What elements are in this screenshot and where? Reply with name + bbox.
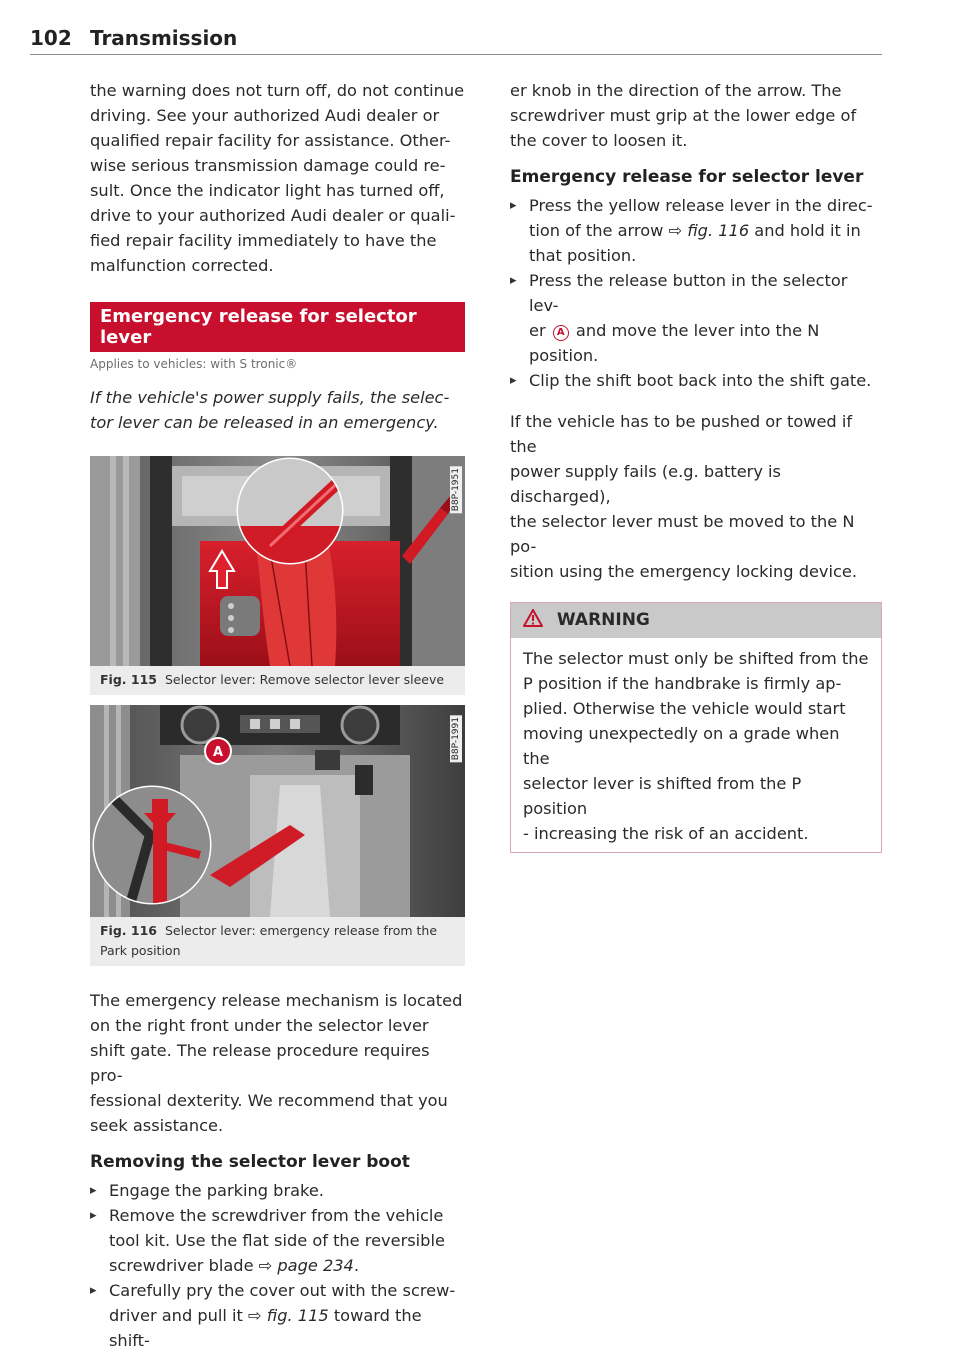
list-item: ▸ Clip the shift boot back into the shift gate.	[510, 368, 882, 393]
text-line: the cover to loosen it.	[510, 131, 688, 150]
right-column	[510, 78, 882, 853]
figure-reference-link[interactable]: ⇨ fig. 116	[668, 221, 750, 240]
text-line: the selector lever must be moved to the N po-	[510, 512, 855, 556]
emergency-release-heading: Emergency release for selector lever	[510, 167, 864, 187]
removing-boot-heading: Removing the selector lever boot	[90, 1152, 410, 1172]
figure-code: B8P-1991	[451, 717, 461, 761]
figure-label: Fig. 116	[100, 923, 157, 938]
text-line: sult. Once the indicator light has turned off,	[90, 181, 445, 200]
text-line: tor lever can be released in an emergency.	[90, 413, 439, 432]
warning-box	[510, 602, 882, 853]
text-line: power supply fails (e.g. battery is discharged),	[510, 462, 781, 506]
figure-115-image	[90, 456, 465, 666]
text-line: er knob in the direction of the arrow. The	[510, 81, 842, 100]
text-line: drive to your authorized Audi dealer or quali-	[90, 206, 456, 225]
text-line: wise serious transmission damage could re-	[90, 156, 446, 175]
page-reference-link[interactable]: ⇨ page 234	[258, 1256, 354, 1275]
text-line: shift gate. The release procedure requires pro-	[90, 1041, 430, 1085]
selector-boot-illustration	[90, 456, 465, 666]
text-line: on the right front under the selector lever	[90, 1016, 429, 1035]
body-paragraph	[90, 988, 465, 1138]
figure-reference-link[interactable]: ⇨ fig. 115	[248, 1306, 329, 1325]
release-steps-list	[510, 193, 882, 393]
lead-paragraph	[90, 385, 465, 435]
intro-paragraph	[90, 78, 465, 278]
section-banner: Emergency release for selector lever	[90, 302, 465, 352]
figure-116-image	[90, 705, 465, 917]
towing-paragraph	[510, 409, 882, 584]
text-line: driving. See your authorized Audi dealer or	[90, 106, 440, 125]
list-item: ▸ Engage the parking brake.	[90, 1178, 465, 1203]
applies-to-note: Applies to vehicles: with S tronic®	[90, 357, 298, 371]
list-item: ▸ Carefully pry the cover out with the screw- driver and pull it ⇨ fig. 115 toward the shift-	[90, 1278, 465, 1353]
text-line: qualified repair facility for assistance. Other-	[90, 131, 451, 150]
text-line: fied repair facility immediately to have the	[90, 231, 437, 250]
emergency-release-illustration	[90, 705, 465, 917]
warning-title: WARNING	[556, 610, 650, 630]
figure-115-caption	[90, 666, 465, 695]
text-line: malfunction corrected.	[90, 256, 274, 275]
text-line: sition using the emergency locking device.	[510, 562, 858, 581]
list-item: ▸ Press the yellow release lever in the direc- tion of the arrow ⇨ fig. 116 and hold it in that position.	[510, 193, 882, 268]
page-header	[30, 26, 882, 55]
figure-116-caption	[90, 917, 465, 966]
section-title: Transmission	[90, 26, 238, 50]
figure-label: Fig. 115	[100, 672, 157, 687]
callout-a-label: A	[212, 745, 224, 760]
continuation-paragraph	[510, 78, 882, 153]
warning-triangle-icon	[523, 609, 543, 632]
list-item: ▸ Press the release button in the selector lev- er A and move the lever into the N position.	[510, 268, 882, 368]
text-line: The emergency release mechanism is located	[90, 991, 463, 1010]
caption-text: Selector lever: emergency release from the	[164, 923, 438, 938]
text-line: fessional dexterity. We recommend that you	[90, 1091, 448, 1110]
page-number: 102	[30, 26, 72, 50]
text-line: If the vehicle has to be pushed or towed if the	[510, 412, 853, 456]
list-item: ▸ Remove the screwdriver from the vehicle tool kit. Use the flat side of the reversible screwdriver blade ⇨ page 234.	[90, 1203, 465, 1278]
caption-text: Park position	[100, 943, 181, 958]
callout-a-marker: A	[553, 325, 569, 341]
warning-header	[511, 603, 881, 638]
text-line: the warning does not turn off, do not continue	[90, 81, 465, 100]
removing-steps-list	[90, 1178, 465, 1353]
caption-text: Selector lever: Remove selector lever sleeve	[164, 672, 445, 687]
text-line: seek assistance.	[90, 1116, 224, 1135]
warning-text: The selector must only be shifted from the P position if the handbrake is firmly ap- plied. Otherwise the vehicle would start moving unexpectedly on a grade when the selector lever is shifted from the P position - increasing the risk of an accident.	[523, 649, 869, 843]
figure-code: B8P-1951	[451, 468, 461, 512]
text-line: If the vehicle's power supply fails, the selec-	[90, 388, 450, 407]
text-line: screwdriver must grip at the lower edge of	[510, 106, 857, 125]
left-column	[90, 78, 465, 1353]
